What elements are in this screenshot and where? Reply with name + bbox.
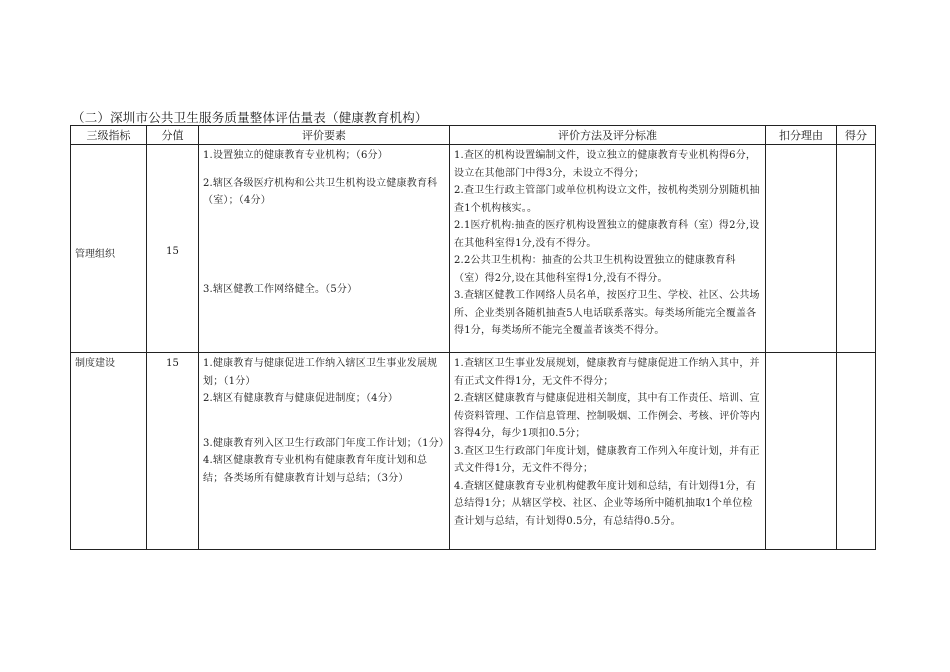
methods-cell <box>450 353 766 550</box>
method-item: 1.查辖区卫生事业发展规划，健康教育与健康促进工作纳入其中，并有正式文件得1分，无文件不得分； <box>454 358 760 387</box>
elements-cell <box>199 145 450 353</box>
header-points: 得分 <box>837 126 876 145</box>
method-item: 3.查辖区健教工作网络人员名单，按医疗卫生、学校、社区、公共场所、企业类别各随机抽查5人电话联系落实。每类场所能完全覆盖各得1分，每类场所不能完全覆盖者该类不得分。 <box>454 290 760 336</box>
evaluation-table <box>70 125 876 550</box>
method-item: 4.查辖区健康教育专业机构健教年度计划和总结，有计划得1分，有总结得1分；从辖区学校、社区、企业等场所中随机抽取1个单位检查计划与总结，有计划得0.5分，有总结得0.5分。 <box>454 480 757 527</box>
points-cell <box>837 353 876 550</box>
header-deduction: 扣分理由 <box>766 126 837 145</box>
table-row <box>71 353 876 550</box>
method-item: 2.查辖区健康教育与健康促进相关制度，其中有工作责任、培训、宣传资料管理、工作信息管理、控制吸烟、工作例会、考核、评价等内容得4分，每少1项扣0.5分； <box>454 393 760 439</box>
header-methods: 评价方法及评分标准 <box>450 126 766 145</box>
score-cell: 15 <box>147 353 199 550</box>
header-indicator: 三级指标 <box>71 126 147 145</box>
indicator-cell: 制度建设 <box>71 353 147 550</box>
elements-cell <box>199 353 450 550</box>
document-title: （二）深圳市公共卫生服务质量整体评估量表（健康教育机构） <box>72 110 428 125</box>
element-item: 3.健康教育列入区卫生行政部门年度工作计划；（1分） <box>203 437 450 449</box>
header-elements: 评价要素 <box>199 126 450 145</box>
table-header-row <box>71 126 876 145</box>
method-item: 2.1医疗机构:抽查的医疗机构设置独立的健康教育科（室）得2分,设在其他科室得1分,没有不得分。 <box>454 220 760 249</box>
score-cell: 15 <box>147 145 199 353</box>
method-item: 3.查区卫生行政部门年度计划，健康教育工作列入年度计划，并有正式文件得1分，无文件不得分； <box>454 445 760 474</box>
deduction-cell <box>766 145 837 353</box>
method-item: 1.查区的机构设置编制文件，设立独立的健康教育专业机构得6分，设立在其他部门中得3分，未设立不得分； <box>454 150 757 179</box>
method-item: 2.查卫生行政主管部门或单位机构设立文件，按机构类别分别随机抽查1个机构核实。。 <box>454 185 760 214</box>
element-item: 1.设置独立的健康教育专业机构；（6分） <box>203 150 388 161</box>
deduction-cell <box>766 353 837 550</box>
indicator-cell: 管理组织 <box>71 145 147 353</box>
element-item: 2.辖区有健康教育与健康促进制度；（4分） <box>203 393 399 404</box>
element-item: 3.辖区健教工作网络健全。（5分） <box>203 283 358 295</box>
methods-cell <box>450 145 766 353</box>
element-item: 2.辖区各级医疗机构和公共卫生机构设立健康教育科（室）；（4分） <box>203 177 438 206</box>
table-row <box>71 145 876 353</box>
header-score: 分值 <box>147 126 199 145</box>
method-item: 2.2公共卫生机构：抽查的公共卫生机构设置独立的健康教育科（室）得2分,设在其他科室得1分,没有不得分。 <box>454 255 736 284</box>
element-item: 1.健康教育与健康促进工作纳入辖区卫生事业发展规划；（1分） <box>203 358 438 387</box>
points-cell <box>837 145 876 353</box>
element-item: 4.辖区健康教育专业机构有健康教育年度计划和总结；各类场所有健康教育计划与总结；（3分） <box>203 455 428 484</box>
